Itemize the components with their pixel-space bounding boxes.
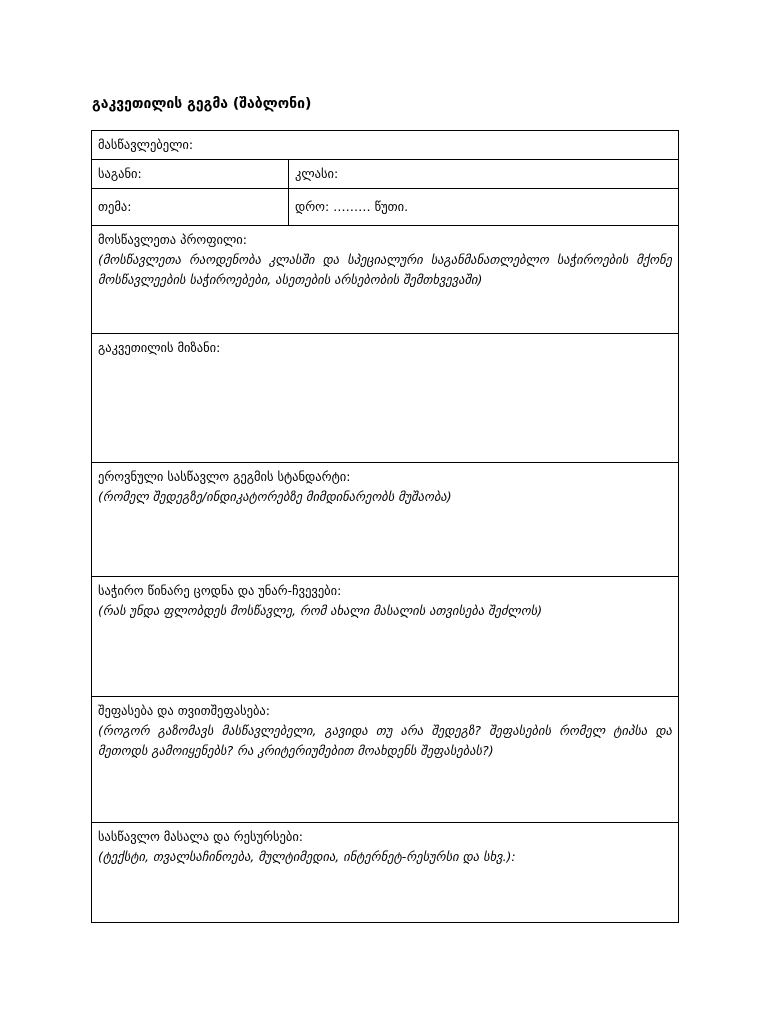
assessment-label: შეფასება და თვითშეფასება: bbox=[98, 703, 270, 718]
profile-cell[interactable] bbox=[92, 226, 679, 334]
row-profile bbox=[92, 226, 679, 334]
class-cell[interactable] bbox=[289, 160, 679, 189]
topic-label: თემა: bbox=[98, 199, 132, 214]
assessment-cell[interactable] bbox=[92, 697, 679, 823]
subject-label: საგანი: bbox=[98, 166, 142, 181]
standard-hint: (რომელ შედეგზე/ინდიკატორებზე მიმდინარეობს მუშაობა) bbox=[98, 489, 452, 504]
row-subject-class bbox=[92, 160, 679, 189]
goal-cell[interactable] bbox=[92, 334, 679, 463]
topic-cell[interactable] bbox=[92, 189, 289, 226]
prior-cell[interactable] bbox=[92, 577, 679, 697]
row-topic-time bbox=[92, 189, 679, 226]
row-standard bbox=[92, 463, 679, 577]
prior-hint: (რას უნდა ფლობდეს მოსწავლე, რომ ახალი მასალის ათვისება შეძლოს) bbox=[98, 603, 543, 618]
teacher-cell[interactable] bbox=[92, 131, 679, 160]
profile-label: მოსწავლეთა პროფილი: bbox=[98, 232, 247, 247]
subject-cell[interactable] bbox=[92, 160, 289, 189]
time-label: დრო: ……… წუთი. bbox=[295, 199, 409, 214]
standard-cell[interactable] bbox=[92, 463, 679, 577]
row-prior-knowledge bbox=[92, 577, 679, 697]
goal-label: გაკვეთილის მიზანი: bbox=[98, 340, 221, 355]
lesson-plan-table bbox=[91, 130, 679, 923]
assessment-hint: (როგორ გაზომავს მასწავლებელი, გავიდა თუ არა შედეგზ? შეფასების რომელ ტიპსა და მეთოდს გამოიყენებს? რა კრიტერიუმებით მოახდენს შეფასებას?) bbox=[98, 723, 672, 758]
prior-label: საჭირო წინარე ცოდნა და უნარ-ჩვევები: bbox=[98, 583, 342, 598]
profile-hint: (მოსწავლეთა რაოდენობა კლასში და სპეციალური საგანმანათლებლო საჭიროების მქონე მოსწავლეების საჭიროებები, ასეთების არსებობის შემთხვევაში) bbox=[98, 252, 672, 287]
row-goal bbox=[92, 334, 679, 463]
row-resources bbox=[92, 823, 679, 923]
resources-hint: (ტექსტი, თვალსაჩინოება, მულტიმედია, ინტერნეტ-რესურსი და სხვ.): bbox=[98, 849, 516, 864]
teacher-label: მასწავლებელი: bbox=[98, 137, 194, 152]
class-label: კლასი: bbox=[295, 166, 339, 181]
time-cell[interactable] bbox=[289, 189, 679, 226]
resources-cell[interactable] bbox=[92, 823, 679, 923]
page-title: გაკვეთილის გეგმა (შაბლონი) bbox=[92, 96, 312, 112]
row-assessment bbox=[92, 697, 679, 823]
standard-label: ეროვნული სასწავლო გეგმის სტანდარტი: bbox=[98, 469, 351, 484]
resources-label: სასწავლო მასალა და რესურსები: bbox=[98, 829, 304, 844]
row-teacher bbox=[92, 131, 679, 160]
